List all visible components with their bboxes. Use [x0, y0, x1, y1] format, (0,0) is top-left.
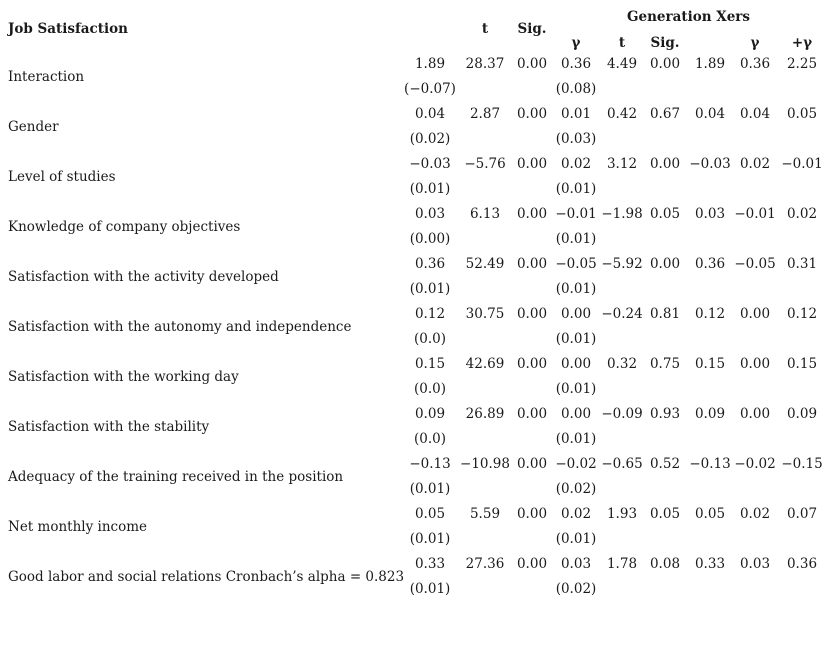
table-row [0, 356, 830, 406]
table-cell: 0.00 [739, 406, 771, 422]
table-cell: 3.12 [606, 156, 638, 172]
row-label: Net monthly income [8, 519, 147, 535]
table-cell: −0.01 [734, 206, 776, 222]
table-cell: 6.13 [469, 206, 501, 222]
table-row [0, 56, 830, 106]
table-cell: 0.00 [516, 206, 548, 222]
col-header-t-2: t [618, 35, 626, 51]
standard-error-cell: (0.0) [413, 331, 446, 347]
table-cell: 0.05 [694, 506, 726, 522]
standard-error-cell: (0.02) [555, 581, 597, 597]
table-cell: 0.04 [414, 106, 446, 122]
table-cell: 0.33 [694, 556, 726, 572]
table-cell: −0.02 [734, 456, 776, 472]
table-cell: 0.36 [694, 256, 726, 272]
table-cell: 0.00 [649, 56, 681, 72]
table-cell: 0.12 [786, 306, 818, 322]
standard-error-cell: (0.01) [555, 281, 597, 297]
table-cell: −0.03 [409, 156, 451, 172]
standard-error-cell: (0.01) [555, 231, 597, 247]
table-row [0, 306, 830, 356]
table-cell: 0.03 [739, 556, 771, 572]
table-cell: −0.05 [555, 256, 597, 272]
table-cell: 52.49 [465, 256, 505, 272]
standard-error-cell: (0.01) [555, 181, 597, 197]
table-cell: −0.13 [409, 456, 451, 472]
col-header-sig-2: Sig. [650, 35, 680, 51]
table-cell: 0.15 [786, 356, 818, 372]
table-cell: 0.36 [414, 256, 446, 272]
table-cell: −0.65 [601, 456, 643, 472]
table-cell: 0.09 [786, 406, 818, 422]
table-cell: 0.08 [649, 556, 681, 572]
table-cell: 0.03 [560, 556, 592, 572]
table-cell: 0.32 [606, 356, 638, 372]
standard-error-cell: (0.0) [413, 431, 446, 447]
table-cell: 0.00 [516, 56, 548, 72]
table-cell: 0.07 [786, 506, 818, 522]
row-label: Satisfaction with the autonomy and independence [8, 319, 352, 335]
table-cell: 0.00 [516, 406, 548, 422]
standard-error-cell: (0.01) [409, 281, 451, 297]
table-title: Job Satisfaction [8, 21, 128, 37]
table-cell: 0.93 [649, 406, 681, 422]
table-cell: 0.00 [649, 156, 681, 172]
table-row [0, 406, 830, 456]
table-cell: −5.76 [464, 156, 506, 172]
table-cell: 0.33 [414, 556, 446, 572]
standard-error-cell: (0.02) [409, 131, 451, 147]
row-label: Satisfaction with the activity developed [8, 269, 279, 285]
table-cell: 0.00 [560, 306, 592, 322]
table-cell: 1.89 [694, 56, 726, 72]
table-cell: −0.01 [781, 156, 823, 172]
table-row [0, 156, 830, 206]
table-cell: 0.00 [516, 356, 548, 372]
table-row [0, 256, 830, 306]
row-label: Satisfaction with the stability [8, 419, 210, 435]
col-header-t: t [481, 21, 489, 37]
table-cell: 27.36 [465, 556, 505, 572]
table-cell: 2.25 [786, 56, 818, 72]
table-cell: 0.36 [739, 56, 771, 72]
table-cell: 0.00 [516, 106, 548, 122]
table-cell: 0.00 [516, 156, 548, 172]
table-row [0, 506, 830, 556]
table-cell: 0.15 [414, 356, 446, 372]
table-cell: −0.01 [555, 206, 597, 222]
row-label: Interaction [8, 69, 85, 85]
table-cell: 0.00 [560, 406, 592, 422]
table-cell: 0.00 [739, 356, 771, 372]
table-cell: 1.93 [606, 506, 638, 522]
table-row [0, 106, 830, 156]
table-cell: 0.00 [739, 306, 771, 322]
table-cell: −0.09 [601, 406, 643, 422]
table-cell: 0.00 [516, 556, 548, 572]
table-cell: 0.02 [739, 506, 771, 522]
table-cell: −0.05 [734, 256, 776, 272]
table-cell: 0.00 [560, 356, 592, 372]
table-cell: 0.05 [414, 506, 446, 522]
table-cell: 42.69 [465, 356, 505, 372]
standard-error-cell: (0.01) [409, 581, 451, 597]
table-cell: 1.78 [606, 556, 638, 572]
table-cell: 0.02 [560, 156, 592, 172]
table-cell: 0.12 [414, 306, 446, 322]
table-cell: −0.02 [555, 456, 597, 472]
table-cell: 0.03 [414, 206, 446, 222]
table-cell: −10.98 [460, 456, 510, 472]
standard-error-cell: (0.08) [555, 81, 597, 97]
table-cell: 1.89 [414, 56, 446, 72]
table-cell: 0.04 [739, 106, 771, 122]
table-cell: 0.36 [560, 56, 592, 72]
table-cell: 0.09 [694, 406, 726, 422]
table-cell: 0.00 [516, 456, 548, 472]
col-header-gamma: γ [571, 35, 581, 51]
standard-error-cell: (0.01) [409, 481, 451, 497]
table-cell: 0.00 [516, 306, 548, 322]
standard-error-cell: (0.01) [555, 331, 597, 347]
standard-error-cell: (−0.07) [404, 81, 456, 97]
standard-error-cell: (0.0) [413, 381, 446, 397]
row-label: Satisfaction with the working day [8, 369, 239, 385]
table-cell: 0.02 [786, 206, 818, 222]
table-row [0, 556, 830, 606]
table-cell: 26.89 [465, 406, 505, 422]
table-cell: 0.09 [414, 406, 446, 422]
table-cell: −1.98 [601, 206, 643, 222]
table-cell: 0.52 [649, 456, 681, 472]
table-cell: 0.81 [649, 306, 681, 322]
standard-error-cell: (0.02) [555, 481, 597, 497]
table-cell: 0.00 [649, 256, 681, 272]
table-cell: 28.37 [465, 56, 505, 72]
standard-error-cell: (0.00) [409, 231, 451, 247]
table-row [0, 456, 830, 506]
table-cell: 0.42 [606, 106, 638, 122]
row-label: Adequacy of the training received in the position [8, 469, 344, 485]
table-cell: −0.24 [601, 306, 643, 322]
table-cell: 0.05 [786, 106, 818, 122]
col-header-plus-gamma: +γ [791, 35, 813, 51]
table-cell: 30.75 [465, 306, 505, 322]
standard-error-cell: (0.01) [555, 431, 597, 447]
table-cell: −5.92 [601, 256, 643, 272]
standard-error-cell: (0.03) [555, 131, 597, 147]
row-label: Gender [8, 119, 59, 135]
table-cell: 0.00 [516, 256, 548, 272]
table-cell: 0.05 [649, 506, 681, 522]
table-cell: −0.15 [781, 456, 823, 472]
table-cell: 0.01 [560, 106, 592, 122]
table-cell: 0.67 [649, 106, 681, 122]
table-cell: 2.87 [469, 106, 501, 122]
table-cell: −0.13 [689, 456, 731, 472]
table-cell: 0.04 [694, 106, 726, 122]
standard-error-cell: (0.01) [555, 381, 597, 397]
table-cell: 0.02 [739, 156, 771, 172]
table-cell: 0.02 [560, 506, 592, 522]
row-label: Good labor and social relations Cronbach’s alpha = 0.823 [8, 569, 405, 585]
table-cell: 0.75 [649, 356, 681, 372]
table-cell: −0.03 [689, 156, 731, 172]
table-cell: 5.59 [469, 506, 501, 522]
table-cell: 0.05 [649, 206, 681, 222]
row-label: Knowledge of company objectives [8, 219, 241, 235]
standard-error-cell: (0.01) [409, 531, 451, 547]
col-header-gamma-2: γ [750, 35, 760, 51]
row-label: Level of studies [8, 169, 116, 185]
standard-error-cell: (0.01) [409, 181, 451, 197]
group-header-generation-xers: Generation Xers [626, 9, 751, 25]
standard-error-cell: (0.01) [555, 531, 597, 547]
table-cell: 0.00 [516, 506, 548, 522]
table-cell: 0.31 [786, 256, 818, 272]
table-cell: 0.12 [694, 306, 726, 322]
table-cell: 0.15 [694, 356, 726, 372]
table-row [0, 206, 830, 256]
col-header-sig: Sig. [517, 21, 547, 37]
table-cell: 4.49 [606, 56, 638, 72]
table-cell: 0.36 [786, 556, 818, 572]
table-cell: 0.03 [694, 206, 726, 222]
